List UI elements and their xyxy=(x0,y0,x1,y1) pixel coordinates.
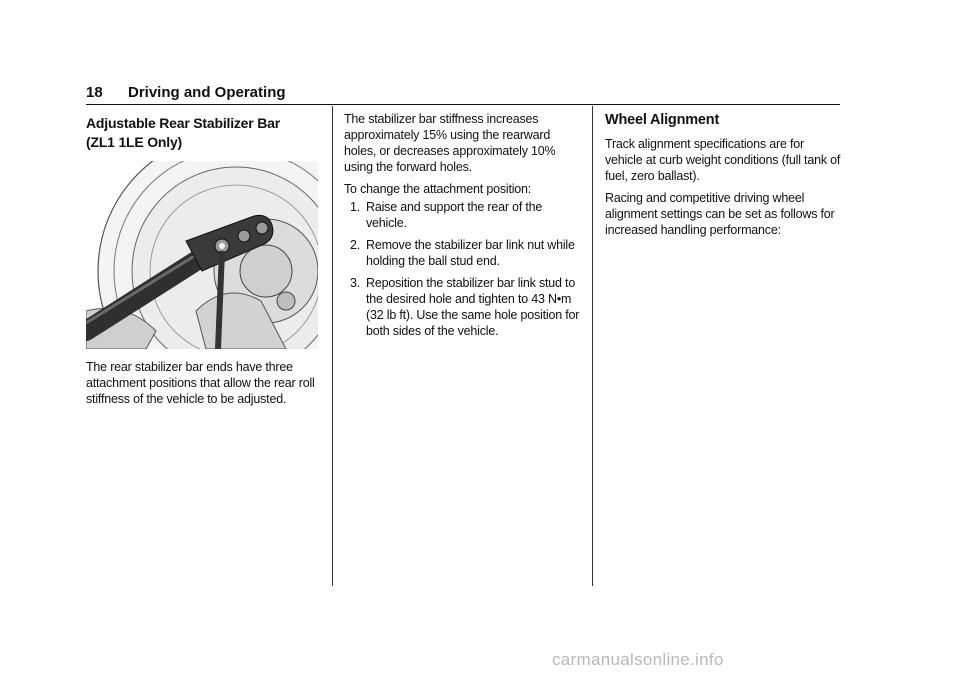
stabilizer-heading-line1: Adjustable Rear Stabilizer Bar xyxy=(86,115,280,131)
list-item: 2. Remove the stabilizer bar link nut while holding the ball stud end. xyxy=(350,238,575,268)
section-title: Driving and Operating xyxy=(128,84,286,101)
column-divider-1 xyxy=(332,106,333,586)
column-middle xyxy=(344,111,582,345)
watermark: carmanualsonline.info xyxy=(552,650,724,669)
list-item: 3. Reposition the stabilizer bar link stud to the desired hole and tighten to 43 N•m (32 lb ft). Use the same hole position for both sides of the vehicle. xyxy=(350,276,580,338)
steps-list xyxy=(344,199,582,339)
stabilizer-heading-line2: (ZL1 1LE Only) xyxy=(86,134,182,150)
column-left xyxy=(86,114,322,413)
wheel-alignment-heading: Wheel Alignment xyxy=(605,112,720,128)
page-header xyxy=(86,84,840,105)
stabilizer-heading xyxy=(86,114,322,152)
list-item: 1. Raise and support the rear of the vehicle. xyxy=(350,200,543,230)
stabilizer-description: The rear stabilizer bar ends have three attachment positions that allow the rear roll stiffness of the vehicle to be adjusted. xyxy=(86,360,315,406)
steps-intro: To change the attachment position: xyxy=(344,182,532,196)
alignment-paragraph-1: Track alignment specifications are for vehicle at curb weight conditions (full tank of fuel, zero ballast). xyxy=(605,137,841,183)
column-divider-2 xyxy=(592,106,593,586)
stiffness-paragraph: The stabilizer bar stiffness increases approximately 15% using the rearward holes, or decreases approximately 10% using the forward holes. xyxy=(344,112,556,174)
stabilizer-bar-illustration xyxy=(86,161,318,349)
column-right xyxy=(605,111,841,244)
page-number: 18 xyxy=(86,84,103,101)
alignment-paragraph-2: Racing and competitive driving wheel alignment settings can be set as follows for increased handling performance: xyxy=(605,191,835,237)
